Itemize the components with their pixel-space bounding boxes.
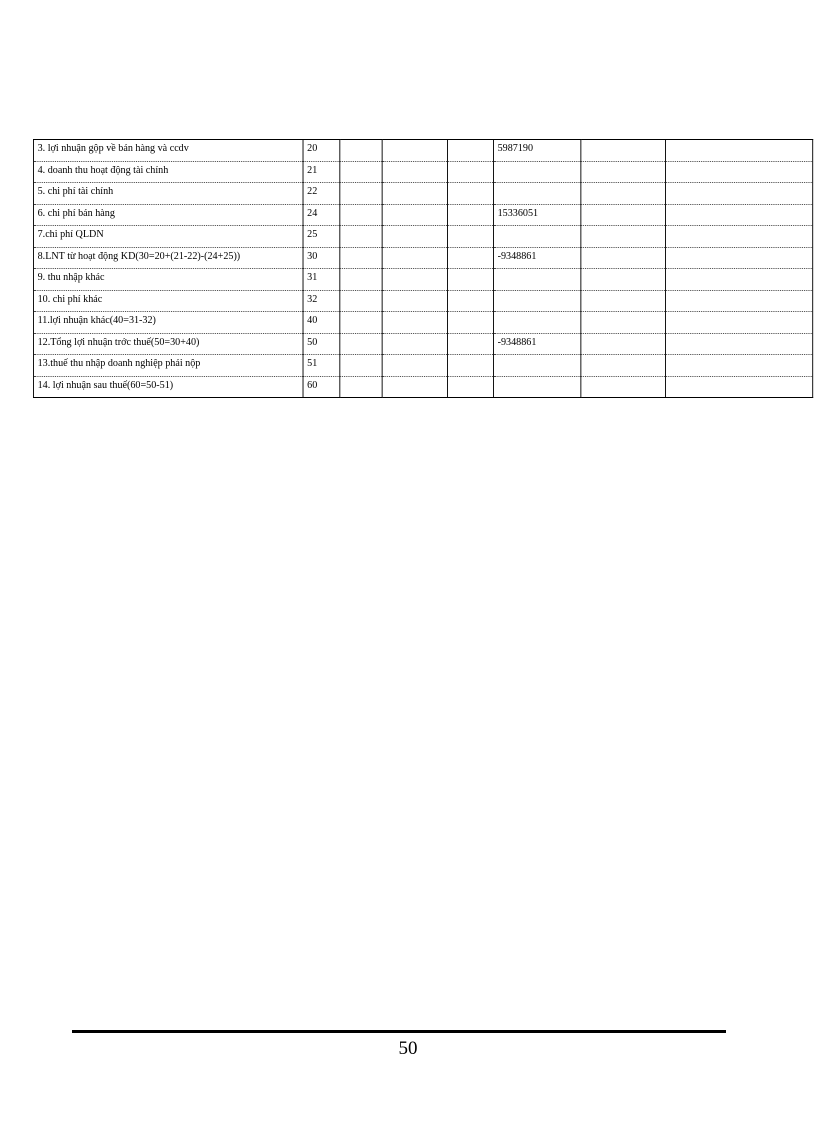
table-cell-c2 bbox=[382, 140, 447, 162]
table-cell-c6 bbox=[666, 204, 813, 226]
table-cell-code: 31 bbox=[303, 269, 340, 291]
table-cell-c6 bbox=[666, 161, 813, 183]
table-cell-code: 50 bbox=[303, 333, 340, 355]
table-cell-c2 bbox=[382, 247, 447, 269]
table-cell-c5 bbox=[581, 376, 666, 398]
table-cell-c2 bbox=[382, 312, 447, 334]
footer-rule bbox=[72, 1030, 726, 1033]
table-cell-c6 bbox=[666, 355, 813, 377]
table-cell-label: 4. doanh thu hoạt động tài chính bbox=[33, 161, 303, 183]
table-cell-code: 60 bbox=[303, 376, 340, 398]
table-cell-c5 bbox=[581, 312, 666, 334]
table-cell-c5 bbox=[581, 247, 666, 269]
table-cell-c5 bbox=[581, 204, 666, 226]
table-cell-c3 bbox=[447, 312, 493, 334]
table-cell-c3 bbox=[447, 247, 493, 269]
table-cell-label: 12.Tổng lợi nhuận trớc thuế(50=30+40) bbox=[33, 333, 303, 355]
table-cell-c3 bbox=[447, 183, 493, 205]
table-cell-c1 bbox=[340, 355, 382, 377]
table-row bbox=[33, 247, 812, 269]
table-cell-label: 13.thuế thu nhập doanh nghiệp phải nộp bbox=[33, 355, 303, 377]
table-cell-c1 bbox=[340, 226, 382, 248]
table-cell-label: 10. chi phí khác bbox=[33, 290, 303, 312]
table-cell-c5 bbox=[581, 183, 666, 205]
table-cell-c4 bbox=[493, 355, 580, 377]
table-cell-c5 bbox=[581, 140, 666, 162]
table-row bbox=[33, 183, 812, 205]
table-cell-c3 bbox=[447, 269, 493, 291]
table-cell-c1 bbox=[340, 140, 382, 162]
table-cell-c2 bbox=[382, 290, 447, 312]
table-cell-c1 bbox=[340, 333, 382, 355]
table-row bbox=[33, 312, 812, 334]
table-row bbox=[33, 140, 812, 162]
table-cell-c4 bbox=[493, 290, 580, 312]
table-cell-code: 32 bbox=[303, 290, 340, 312]
table-cell-c6 bbox=[666, 376, 813, 398]
table-cell-c4 bbox=[493, 161, 580, 183]
table-cell-c1 bbox=[340, 204, 382, 226]
table-cell-c5 bbox=[581, 161, 666, 183]
table-cell-label: 3. lợi nhuận gộp về bán hàng và ccdv bbox=[33, 140, 303, 162]
table-cell-c3 bbox=[447, 376, 493, 398]
page-number: 50 bbox=[398, 1038, 418, 1059]
table-cell-c6 bbox=[666, 312, 813, 334]
table-cell-c4: 15336051 bbox=[493, 204, 580, 226]
table-cell-c6 bbox=[666, 183, 813, 205]
table-cell-c1 bbox=[340, 376, 382, 398]
table-cell-c4 bbox=[493, 183, 580, 205]
table-cell-c5 bbox=[581, 226, 666, 248]
table-cell-c2 bbox=[382, 269, 447, 291]
table-cell-code: 25 bbox=[303, 226, 340, 248]
table-cell-c6 bbox=[666, 247, 813, 269]
table-body bbox=[33, 140, 812, 398]
table-cell-label: 11.lợi nhuận khác(40=31-32) bbox=[33, 312, 303, 334]
table-cell-code: 30 bbox=[303, 247, 340, 269]
table-cell-c1 bbox=[340, 247, 382, 269]
table-cell-c2 bbox=[382, 376, 447, 398]
table-cell-code: 51 bbox=[303, 355, 340, 377]
table-cell-c2 bbox=[382, 204, 447, 226]
table-row bbox=[33, 290, 812, 312]
table-cell-c2 bbox=[382, 333, 447, 355]
table-cell-c5 bbox=[581, 269, 666, 291]
table-cell-c4 bbox=[493, 376, 580, 398]
table-cell-c3 bbox=[447, 226, 493, 248]
table-cell-code: 24 bbox=[303, 204, 340, 226]
table-cell-c5 bbox=[581, 355, 666, 377]
table-cell-c6 bbox=[666, 290, 813, 312]
table-row bbox=[33, 355, 812, 377]
table-cell-c1 bbox=[340, 269, 382, 291]
table-cell-c3 bbox=[447, 290, 493, 312]
table-cell-c4 bbox=[493, 269, 580, 291]
table-cell-c4: -9348861 bbox=[493, 247, 580, 269]
table-cell-label: 8.LNT từ hoạt động KD(30=20+(21-22)-(24+25)) bbox=[33, 247, 303, 269]
table-cell-c4 bbox=[493, 226, 580, 248]
table-cell-c6 bbox=[666, 269, 813, 291]
table-cell-c5 bbox=[581, 290, 666, 312]
table-cell-label: 14. lợi nhuận sau thuế(60=50-51) bbox=[33, 376, 303, 398]
table-cell-c6 bbox=[666, 140, 813, 162]
table-cell-c3 bbox=[447, 355, 493, 377]
table-cell-c6 bbox=[666, 226, 813, 248]
table-cell-label: 9. thu nhập khác bbox=[33, 269, 303, 291]
table-row bbox=[33, 161, 812, 183]
table-cell-code: 22 bbox=[303, 183, 340, 205]
table-cell-c1 bbox=[340, 290, 382, 312]
table-cell-c6 bbox=[666, 333, 813, 355]
table-cell-c4 bbox=[493, 312, 580, 334]
table-cell-code: 20 bbox=[303, 140, 340, 162]
table-cell-c4: 5987190 bbox=[493, 140, 580, 162]
table-cell-c3 bbox=[447, 204, 493, 226]
table-row bbox=[33, 204, 812, 226]
table-row bbox=[33, 269, 812, 291]
table-cell-c2 bbox=[382, 226, 447, 248]
table-cell-c2 bbox=[382, 161, 447, 183]
table-cell-label: 5. chi phí tài chính bbox=[33, 183, 303, 205]
table-row bbox=[33, 226, 812, 248]
table-cell-label: 7.chi phí QLDN bbox=[33, 226, 303, 248]
table-cell-c5 bbox=[581, 333, 666, 355]
income-statement-table bbox=[33, 139, 813, 398]
table-cell-label: 6. chi phí bán hàng bbox=[33, 204, 303, 226]
table-cell-c1 bbox=[340, 183, 382, 205]
table-cell-c4: -9348861 bbox=[493, 333, 580, 355]
table-cell-c3 bbox=[447, 333, 493, 355]
table-cell-c1 bbox=[340, 161, 382, 183]
table-row bbox=[33, 333, 812, 355]
table-cell-c2 bbox=[382, 355, 447, 377]
table-cell-c3 bbox=[447, 140, 493, 162]
table-cell-code: 40 bbox=[303, 312, 340, 334]
table-cell-c1 bbox=[340, 312, 382, 334]
table-cell-c3 bbox=[447, 161, 493, 183]
table-cell-code: 21 bbox=[303, 161, 340, 183]
table-row bbox=[33, 376, 812, 398]
table-cell-c2 bbox=[382, 183, 447, 205]
